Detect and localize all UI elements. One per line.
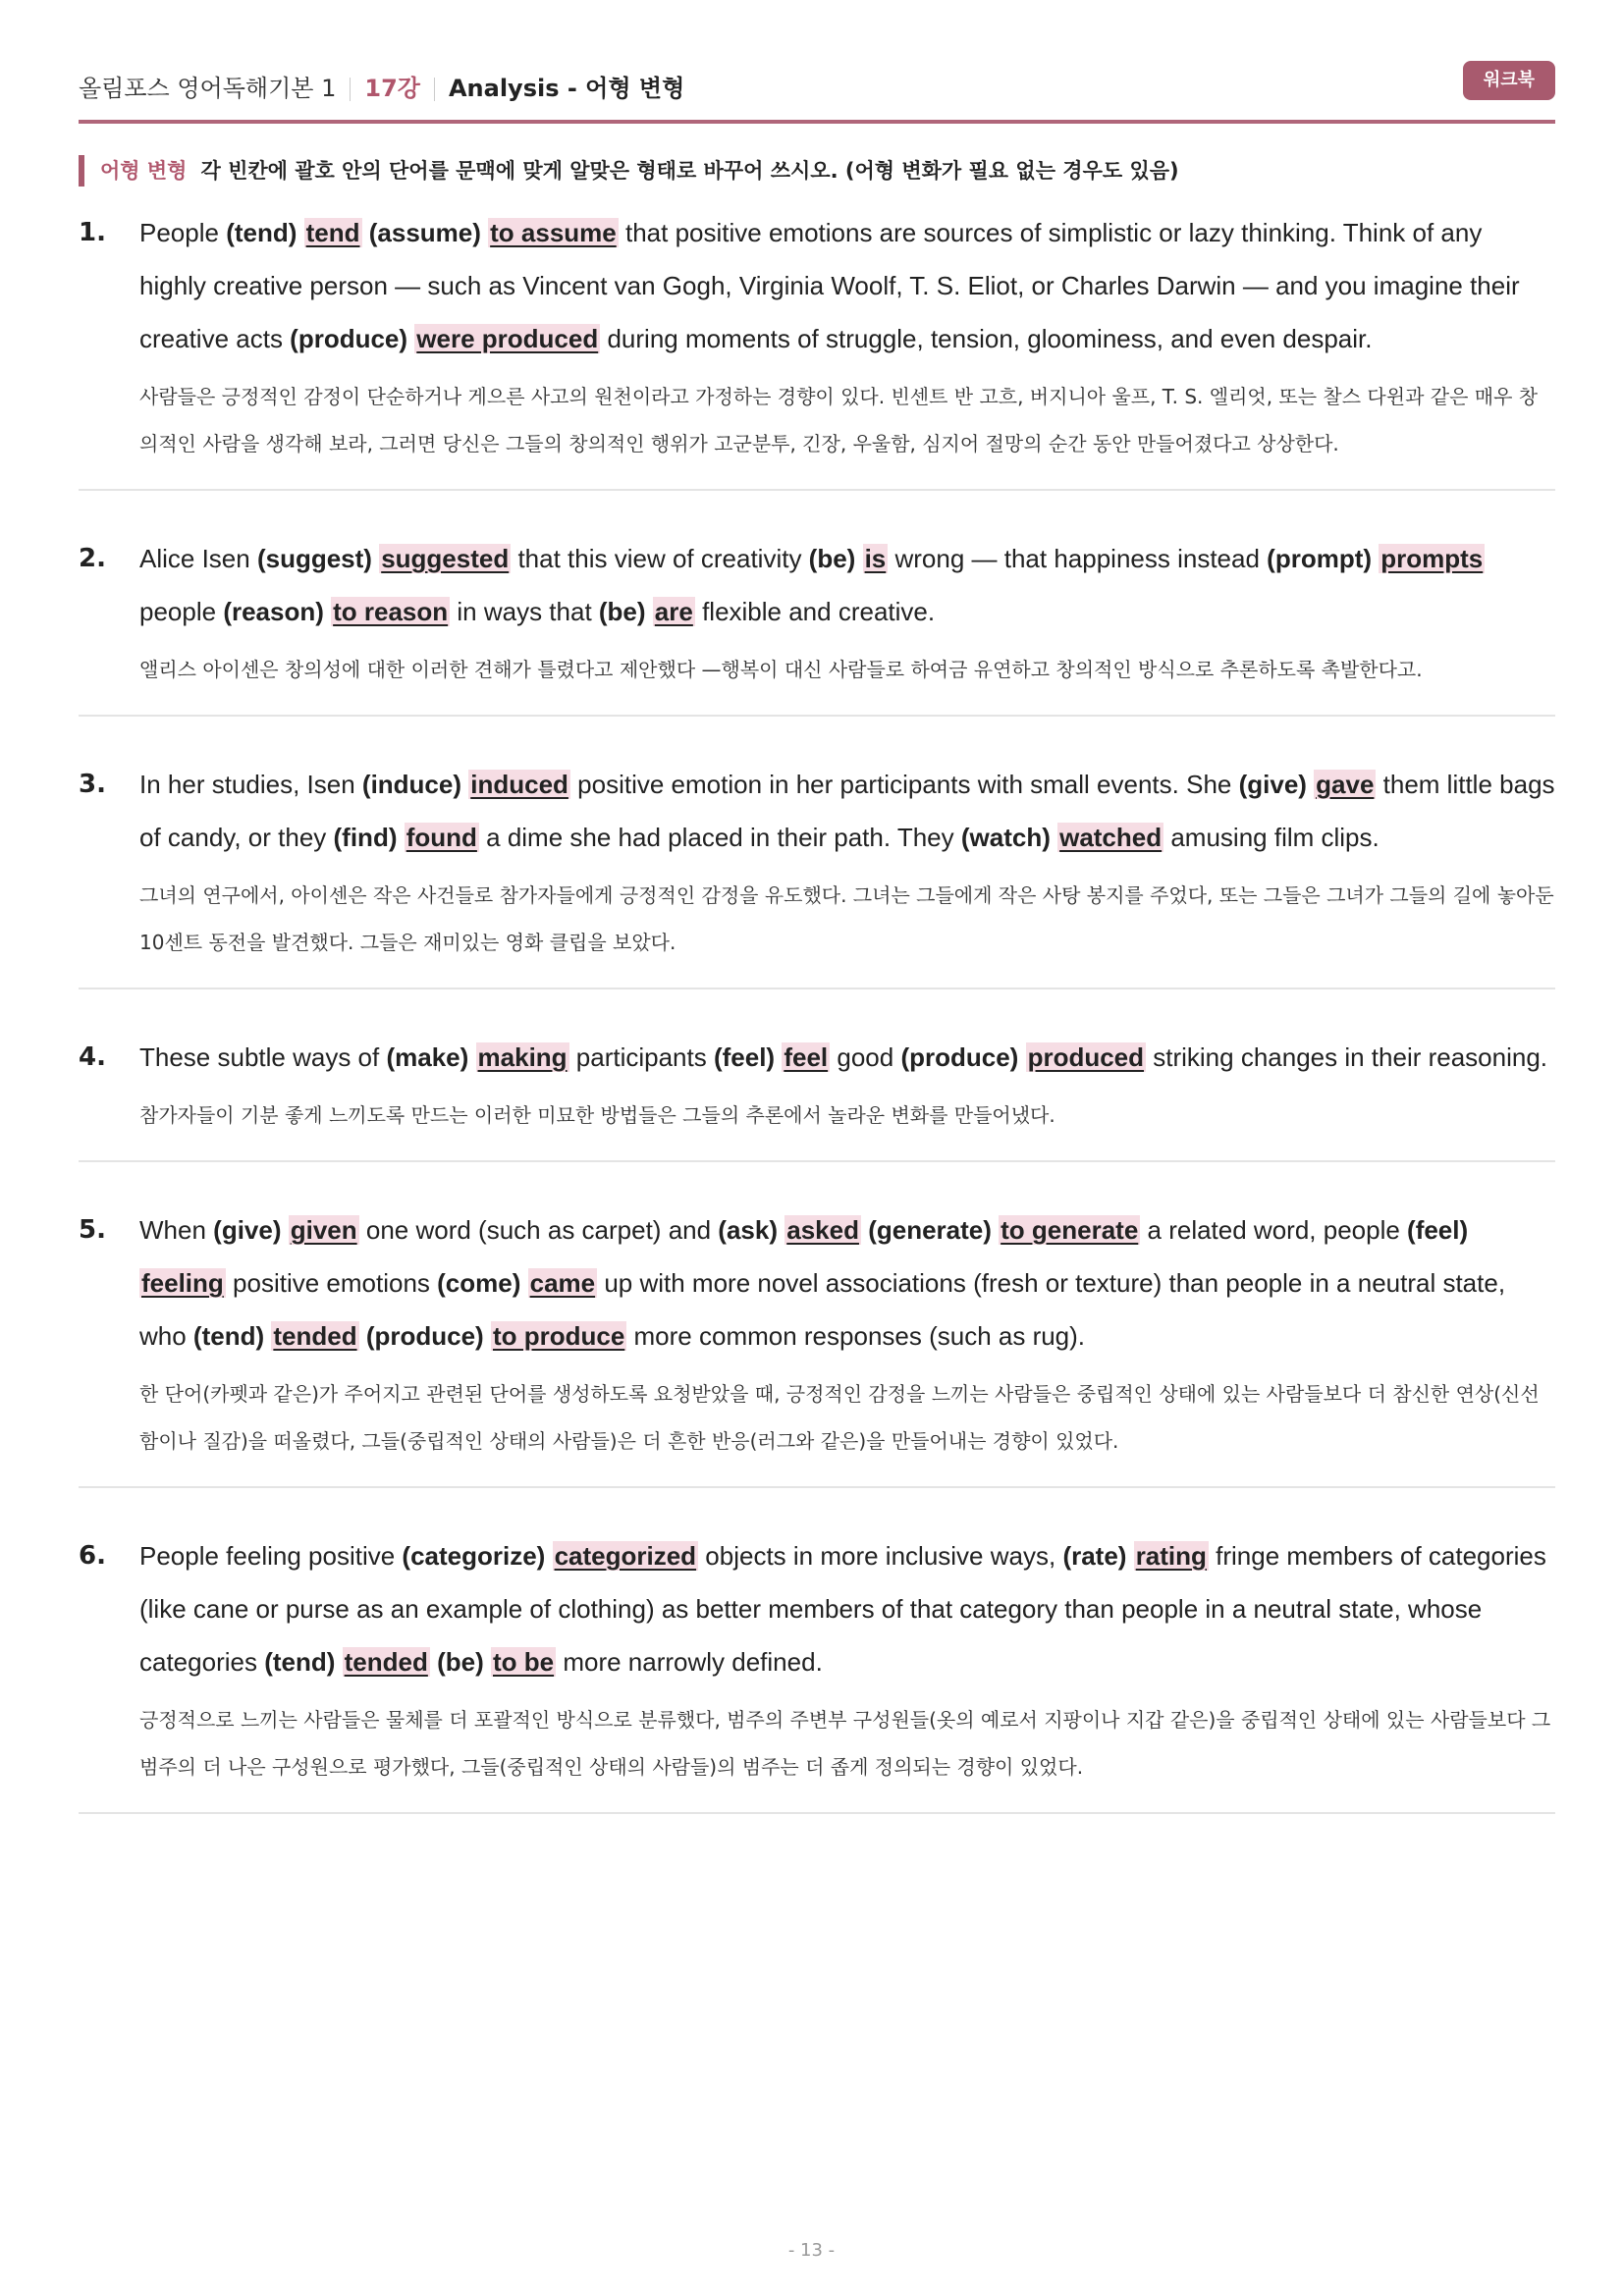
sentence-text <box>335 1647 342 1677</box>
base-word-hint: (be) <box>808 544 856 573</box>
korean-translation: 긍정적으로 느끼는 사람들은 물체를 더 포괄적인 방식으로 분류했다, 범주의 주변부 구성원들(옷의 예로서 지팡이나 지갑 같은)을 중립적인 상태에 있는 사람들보다 그 범주의 더 나은 구성원으로 평가했다, 그들(중립적인 상태의 사람들)의 범주는 더 좁게 정의되는 경향이 있었다. <box>139 1708 1551 1779</box>
sentence-text: striking changes in their reasoning. <box>1146 1042 1548 1072</box>
answer-blank: to assume <box>490 218 617 247</box>
base-word-hint: (tend) <box>226 218 298 247</box>
korean-translation: 한 단어(카펫과 같은)가 주어지고 관련된 단어를 생성하도록 요청받았을 때, 긍정적인 감정을 느끼는 사람들은 중립적인 상태에 있는 사람들보다 더 참신한 연상(신선함이나 질감)을 떠올렸다, 그들(중립적인 상태의 사람들)은 더 흔한 반응(러그와 같은)을 만들어내는 경향이 있었다. <box>139 1382 1540 1453</box>
sentence-text: amusing film clips. <box>1163 823 1380 852</box>
base-word-hint: (find) <box>333 823 398 852</box>
exercise-item <box>79 532 1555 717</box>
item-number: 6. <box>79 1541 106 1571</box>
base-word-hint: (prompt) <box>1267 544 1373 573</box>
sentence-text <box>545 1541 552 1571</box>
answer-blank: induced <box>470 770 568 799</box>
base-word-hint: (suggest) <box>256 544 372 573</box>
english-sentence <box>139 1529 1555 1688</box>
base-word-hint: (watch) <box>960 823 1051 852</box>
workbook-badge: 워크북 <box>1463 61 1555 100</box>
base-word-hint: (feel) <box>1407 1215 1469 1245</box>
base-word-hint: (categorize) <box>402 1541 546 1571</box>
answer-blank: were produced <box>416 324 599 353</box>
base-word-hint: (produce) <box>900 1042 1019 1072</box>
lesson-label: 17강 <box>364 75 420 102</box>
base-word-hint: (be) <box>437 1647 484 1677</box>
answer-blank: asked <box>786 1215 859 1245</box>
answer-blank: categorized <box>554 1541 697 1571</box>
base-word-hint: (produce) <box>290 324 408 353</box>
sentence-text: wrong — that happiness instead <box>888 544 1268 573</box>
item-number: 4. <box>79 1042 106 1072</box>
base-word-hint: (generate) <box>868 1215 992 1245</box>
answer-blank: watched <box>1059 823 1163 852</box>
base-word-hint: (reason) <box>223 597 324 626</box>
answer-blank: making <box>477 1042 568 1072</box>
item-number: 5. <box>79 1215 106 1245</box>
base-word-hint: (come) <box>437 1268 521 1298</box>
sentence-text: positive emotion in her participants with small events. She <box>569 770 1239 799</box>
item-number: 1. <box>79 218 106 247</box>
answer-blank: to produce <box>492 1321 625 1351</box>
exercise-list <box>79 206 1555 1855</box>
exercise-item <box>79 1031 1555 1162</box>
sentence-text: more common responses (such as rug). <box>626 1321 1086 1351</box>
answer-blank: given <box>290 1215 357 1245</box>
sentence-text: In her studies, Isen <box>139 770 362 799</box>
answer-blank: rating <box>1135 1541 1207 1571</box>
exercise-item <box>79 206 1555 491</box>
header-divider <box>350 78 351 101</box>
instruction-bar <box>79 155 1179 187</box>
base-word-hint: (rate) <box>1062 1541 1127 1571</box>
sentence-text: them little bags of candy, or they <box>139 770 1555 852</box>
answer-blank: prompts <box>1380 544 1484 573</box>
sentence-text <box>484 1321 491 1351</box>
base-word-hint: (assume) <box>368 218 481 247</box>
base-word-hint: (make) <box>386 1042 469 1072</box>
korean-translation: 사람들은 긍정적인 감정이 단순하거나 게으른 사고의 원천이라고 가정하는 경향이 있다. 빈센트 반 고흐, 버지니아 울프, T. S. 엘리엇, 또는 찰스 다윈과 같은 매우 창의적인 사람을 생각해 보라, 그러면 당신은 그들의 창의적인 행위가 고군분투, 긴장, 우울함, 심지어 절망의 순간 동안 만들어졌다고 상상한다. <box>139 385 1539 455</box>
sentence-text <box>1018 1042 1025 1072</box>
instruction-text: 각 빈칸에 괄호 안의 단어를 문맥에 맞게 알맞은 형태로 바꾸어 쓰시오. (어형 변화가 필요 없는 경우도 있음) <box>200 159 1179 183</box>
sentence-text: good <box>830 1042 901 1072</box>
base-word-hint: (give) <box>213 1215 282 1245</box>
answer-blank: feeling <box>141 1268 224 1298</box>
sentence-text: objects in more inclusive ways, <box>698 1541 1063 1571</box>
section-title: Analysis - 어형 변형 <box>448 75 685 102</box>
sentence-text <box>484 1647 491 1677</box>
sentence-text <box>855 544 862 573</box>
sentence-text <box>362 218 369 247</box>
answer-blank: found <box>406 823 477 852</box>
sentence-text <box>397 823 404 852</box>
sentence-text: flexible and creative. <box>694 597 936 626</box>
sentence-text <box>646 597 653 626</box>
sentence-text: When <box>139 1215 214 1245</box>
korean-translation: 앨리스 아이센은 창의성에 대한 이러한 견해가 틀렸다고 제안했다 —행복이 대신 사람들로 하여금 유연하고 창의적인 방식으로 추론하도록 촉발한다고. <box>139 658 1423 681</box>
exercise-item <box>79 1203 1555 1488</box>
sentence-text <box>359 1321 366 1351</box>
answer-blank: suggested <box>381 544 510 573</box>
english-sentence <box>139 758 1555 864</box>
answer-blank: tend <box>305 218 360 247</box>
header-title-group <box>79 69 684 103</box>
exercise-item <box>79 758 1555 989</box>
answer-blank: to generate <box>1001 1215 1139 1245</box>
sentence-text: people <box>139 597 224 626</box>
sentence-text <box>1051 823 1057 852</box>
base-word-hint: (feel) <box>713 1042 776 1072</box>
sentence-text: People <box>139 218 227 247</box>
sentence-text: up with more novel associations (fresh or texture) than people in a neutral state, who <box>139 1268 1506 1351</box>
sentence-text: participants <box>568 1042 714 1072</box>
base-word-hint: (ask) <box>718 1215 778 1245</box>
sentence-text <box>282 1215 289 1245</box>
sentence-text: a related word, people <box>1140 1215 1408 1245</box>
base-word-hint: (tend) <box>264 1647 336 1677</box>
answer-blank: feel <box>784 1042 829 1072</box>
sentence-text: These subtle ways of <box>139 1042 387 1072</box>
book-title: 올림포스 영어독해기본 1 <box>79 75 337 102</box>
english-sentence <box>139 532 1555 638</box>
sentence-text: one word (such as carpet) and <box>358 1215 719 1245</box>
sentence-text <box>297 218 303 247</box>
sentence-text: in ways that <box>450 597 599 626</box>
answer-blank: is <box>864 544 887 573</box>
sentence-text: Alice Isen <box>139 544 257 573</box>
answer-blank: to reason <box>333 597 449 626</box>
base-word-hint: (induce) <box>361 770 462 799</box>
korean-translation: 그녀의 연구에서, 아이센은 작은 사건들로 참가자들에게 긍정적인 감정을 유도했다. 그녀는 그들에게 작은 사탕 봉지를 주었다, 또는 그들은 그녀가 그들의 길에 놓아둔 10센트 동전을 발견했다. 그들은 재미있는 영화 클립을 보았다. <box>139 883 1554 954</box>
english-sentence <box>139 206 1555 365</box>
answer-blank: produced <box>1027 1042 1145 1072</box>
korean-translation: 참가자들이 기분 좋게 느끼도록 만드는 이러한 미묘한 방법들은 그들의 추론에서 놀라운 변화를 만들어냈다. <box>139 1103 1055 1127</box>
sentence-text <box>520 1268 527 1298</box>
sentence-text: during moments of struggle, tension, gloominess, and even despair. <box>600 324 1373 353</box>
base-word-hint: (produce) <box>365 1321 484 1351</box>
sentence-text <box>468 1042 475 1072</box>
base-word-hint: (be) <box>598 597 646 626</box>
header-divider <box>434 78 435 101</box>
sentence-text: fringe members of categories (like cane or purse as an example of clothing) as better members of that category than people in a neutral state, whose categories <box>139 1541 1546 1677</box>
sentence-text: that positive emotions are sources of simplistic or lazy thinking. Think of any highly creative person — such as Vincent van Gogh, Virginia Woolf, T. S. Eliot, or Charles Darwin — and you imagine their creative acts <box>139 218 1520 353</box>
item-number: 3. <box>79 770 106 799</box>
page-number: - 13 - <box>787 2240 836 2261</box>
sentence-text: a dime she had placed in their path. They <box>478 823 961 852</box>
base-word-hint: (tend) <box>192 1321 265 1351</box>
item-number: 2. <box>79 544 106 573</box>
sentence-text: positive emotions <box>225 1268 438 1298</box>
sentence-text: that this view of creativity <box>511 544 809 573</box>
answer-blank: are <box>654 597 693 626</box>
english-sentence <box>139 1031 1555 1084</box>
answer-blank: tended <box>273 1321 357 1351</box>
page-header <box>79 61 1555 124</box>
instruction-label: 어형 변형 <box>100 159 188 183</box>
answer-blank: came <box>529 1268 596 1298</box>
answer-blank: to be <box>493 1647 555 1677</box>
base-word-hint: (give) <box>1238 770 1307 799</box>
sentence-text: People feeling positive <box>139 1541 403 1571</box>
sentence-text <box>430 1647 437 1677</box>
sentence-text <box>1126 1541 1133 1571</box>
sentence-text: more narrowly defined. <box>556 1647 823 1677</box>
exercise-item <box>79 1529 1555 1814</box>
answer-blank: tended <box>344 1647 428 1677</box>
answer-blank: gave <box>1316 770 1375 799</box>
english-sentence <box>139 1203 1555 1362</box>
